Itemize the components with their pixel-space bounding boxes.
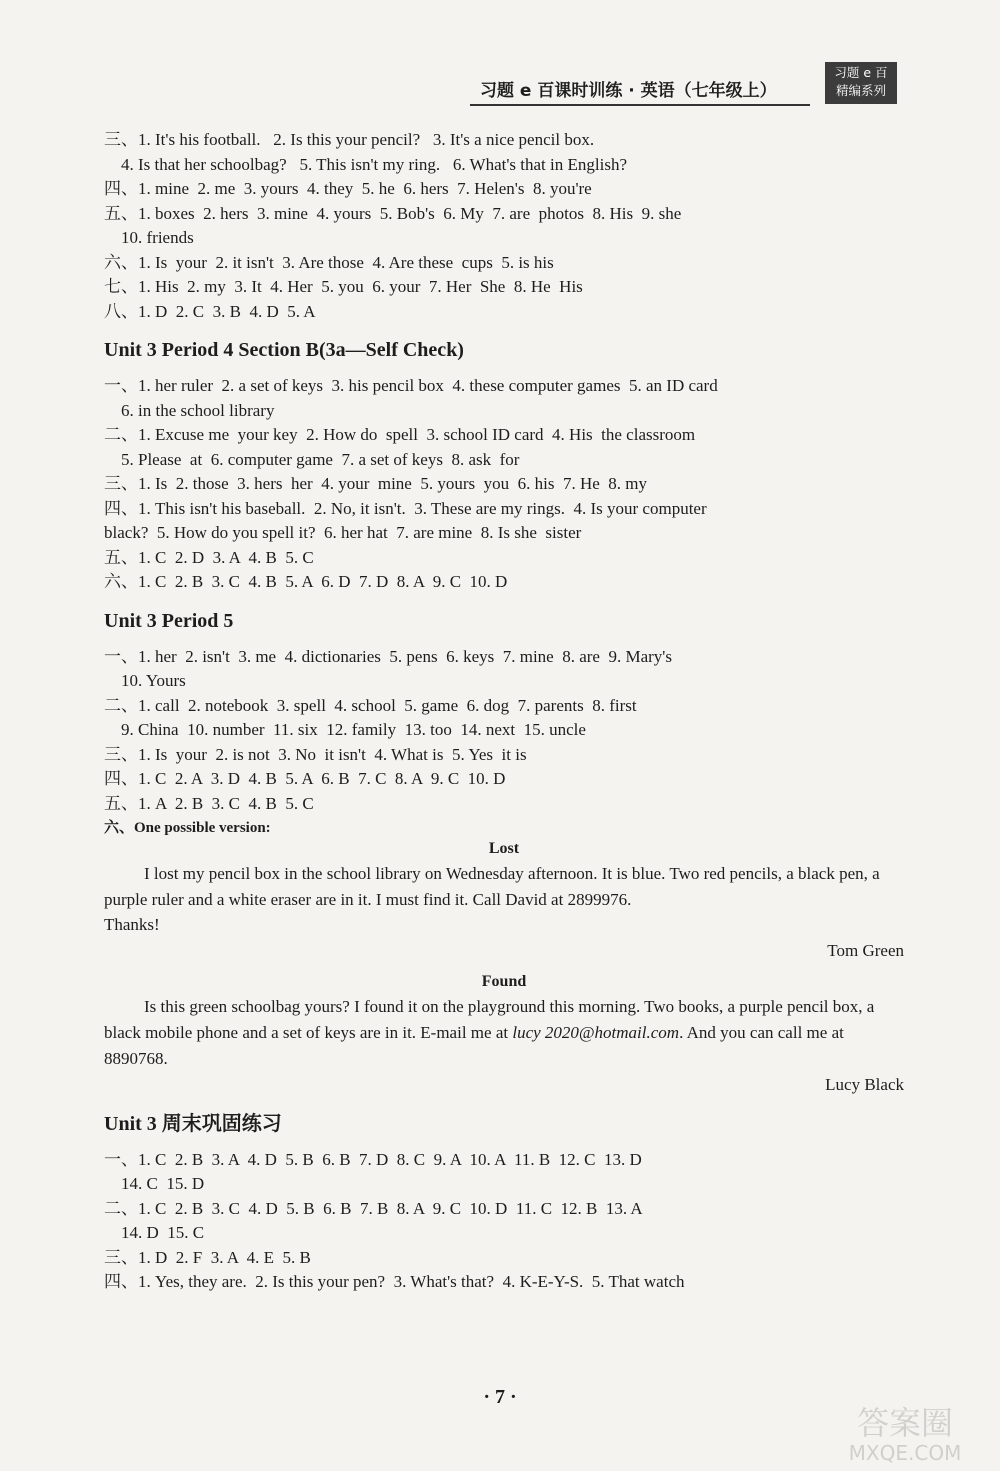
lost-signature: Tom Green bbox=[827, 940, 904, 960]
answer-line: 三、1. It's his football. 2. Is this your pencil? 3. It's a nice pencil box. bbox=[104, 130, 595, 149]
answer-line: 五、1. C 2. D 3. A 4. B 5. C bbox=[104, 547, 314, 567]
answer-line: 五、1. A 2. B 3. C 4. B 5. C bbox=[104, 793, 314, 813]
book-title: 习题 e 百课时训练 · 英语（七年级上） bbox=[480, 81, 777, 101]
watermark-line1: 答案圈 bbox=[856, 1404, 954, 1442]
header-rule bbox=[470, 104, 810, 106]
weekend-section bbox=[104, 1110, 904, 1295]
answer-line: 三、1. Is your 2. is not 3. No it isn't 4. What is 5. Yes it is bbox=[104, 744, 527, 764]
section-heading: Unit 3 周末巩固练习 bbox=[104, 1112, 282, 1135]
section-heading: Unit 3 Period 4 Section B(3a—Self Check) bbox=[104, 339, 464, 361]
answer-line: 八、1. D 2. C 3. B 4. D 5. A bbox=[104, 301, 316, 321]
answer-line: 4. Is that her schoolbag? 5. This isn't my ring. 6. What's that in English? bbox=[104, 154, 627, 174]
found-paragraph bbox=[104, 994, 904, 1072]
answer-line: 一、1. C 2. B 3. A 4. D 5. B 6. B 7. D 8. C 9. A 10. A 11. B 12. C 13. D bbox=[104, 1149, 642, 1169]
section-3 bbox=[104, 607, 904, 817]
answer-line: 二、1. C 2. B 3. C 4. D 5. B 6. B 7. B 8. A 9. C 10. D 11. C 12. B 13. A bbox=[104, 1198, 643, 1218]
answer-line: 一、1. her 2. isn't 3. me 4. dictionaries 5. pens 6. keys 7. mine 8. are 9. Mary's bbox=[104, 646, 672, 666]
found-para-end: . And you can call me at 8890768. bbox=[104, 1022, 844, 1068]
answer-line: 三、1. Is 2. those 3. hers her 4. your mine 5. yours you 6. his 7. He 8. my bbox=[104, 474, 648, 493]
badge-line2: 精编系列 bbox=[835, 83, 886, 98]
answer-line: 14. C 15. D bbox=[104, 1174, 205, 1193]
answer-line: 14. D 15. C bbox=[104, 1223, 205, 1242]
answer-line: 六、1. C 2. B 3. C 4. B 5. A 6. D 7. D 8. A 9. C 10. D bbox=[104, 572, 508, 591]
answer-line: 四、1. mine 2. me 3. yours 4. they 5. he 6. hers 7. Helen's 8. you're bbox=[104, 179, 592, 198]
essay-section bbox=[104, 816, 904, 1098]
found-title: Found bbox=[481, 972, 527, 990]
lost-paragraph: I lost my pencil box in the school library on Wednesday afternoon. It is blue. Two red pencils, a black pen, a purple ruler and a white eraser are in it. I must find it. Call David at 2899976. bbox=[104, 864, 880, 909]
section-heading: Unit 3 Period 5 bbox=[104, 609, 234, 632]
answer-line: 10. Yours bbox=[104, 671, 186, 690]
answer-line: 6. in the school library bbox=[104, 400, 275, 420]
lost-thanks: Thanks! bbox=[104, 915, 160, 934]
found-signature: Lucy Black bbox=[825, 1074, 904, 1094]
answer-line: 二、1. Excuse me your key 2. How do spell 3. school ID card 4. His the classroom bbox=[104, 425, 696, 444]
answer-line: black? 5. How do you spell it? 6. her hat 7. are mine 8. Is she sister bbox=[104, 523, 582, 542]
answer-line: 六、1. Is your 2. it isn't 3. Are those 4. Are these cups 5. is his bbox=[104, 252, 554, 272]
answer-line: 七、1. His 2. my 3. It 4. Her 5. you 6. your 7. Her She 8. He His bbox=[104, 277, 583, 296]
answer-line: 5. Please at 6. computer game 7. a set of keys 8. ask for bbox=[104, 449, 520, 469]
answer-line: 四、1. C 2. A 3. D 4. B 5. A 6. B 7. C 8. A 9. C 10. D bbox=[104, 769, 506, 788]
essay-label: 六、One possible version: bbox=[104, 820, 271, 836]
found-email: lucy 2020@hotmail.com bbox=[512, 1022, 680, 1042]
answer-line: 一、1. her ruler 2. a set of keys 3. his pencil box 4. these computer games 5. an ID card bbox=[104, 376, 718, 395]
page-header bbox=[470, 62, 900, 106]
found-para-start: Is this green schoolbag yours? I found it on the playground this morning. Two books, a purple pencil box, a black mobile phone and a set of keys are in it. E-mail me at bbox=[104, 996, 875, 1042]
answer-line: 四、1. Yes, they are. 2. Is this your pen? 3. What's that? 4. K-E-Y-S. 5. That watch bbox=[104, 1272, 685, 1291]
lost-title: Lost bbox=[488, 840, 520, 857]
section-1 bbox=[104, 128, 904, 324]
watermark-line2: MXQE.COM bbox=[848, 1441, 962, 1465]
answer-content bbox=[104, 128, 904, 1295]
badge-line1: 习题 e 百 bbox=[834, 65, 888, 80]
answer-line: 10. friends bbox=[104, 228, 194, 247]
section-2 bbox=[104, 336, 904, 595]
answer-line: 二、1. call 2. notebook 3. spell 4. school 5. game 6. dog 7. parents 8. first bbox=[104, 695, 637, 715]
page-number: · 7 · bbox=[483, 1386, 517, 1408]
answer-line: 三、1. D 2. F 3. A 4. E 5. B bbox=[104, 1247, 311, 1267]
answer-line: 9. China 10. number 11. six 12. family 13. too 14. next 15. uncle bbox=[104, 720, 586, 739]
series-badge bbox=[825, 62, 897, 104]
answer-line: 五、1. boxes 2. hers 3. mine 4. yours 5. Bob's 6. My 7. are photos 8. His 9. she bbox=[104, 203, 682, 223]
answer-line: 四、1. This isn't his baseball. 2. No, it isn't. 3. These are my rings. 4. Is your computer bbox=[104, 498, 707, 518]
watermark-logo bbox=[820, 1400, 990, 1466]
